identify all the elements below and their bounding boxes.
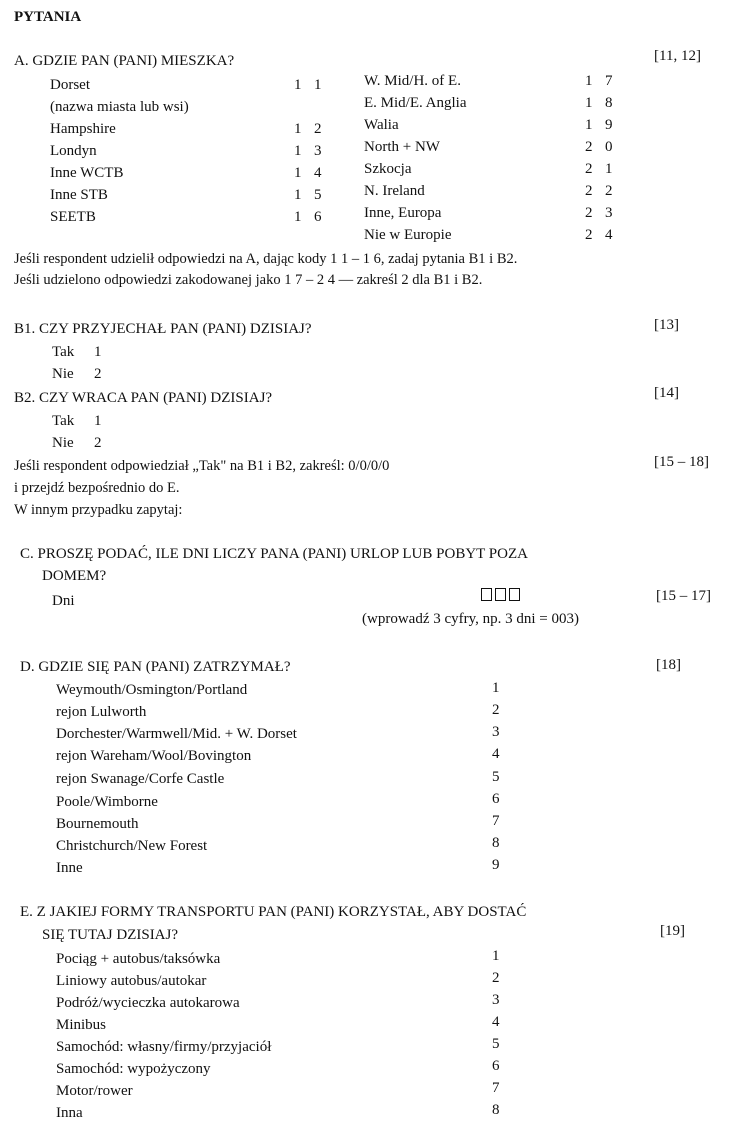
option-code: 4: [492, 1014, 500, 1030]
instruction-note: Jeśli udzielono odpowiedzi zakodowanej jako 1 7 – 2 4 — zakreśl 2 dla B1 i B2.: [14, 272, 483, 288]
option-code: 8: [492, 835, 500, 851]
instruction-note: Jeśli respondent udzielił odpowiedzi na A, dając kody 1 1 – 1 6, zadaj pytania B1 i B2.: [14, 251, 518, 267]
option-code: 6: [492, 791, 500, 807]
question-c-hint: (wprowadź 3 cyfry, np. 3 dni = 003): [362, 611, 580, 627]
option-label: Weymouth/Osmington/Portland: [56, 682, 248, 698]
option-label: Inne, Europa: [364, 205, 442, 221]
option-label: Szkocja: [364, 161, 412, 177]
option-code: 2: [492, 970, 500, 986]
option-label: W. Mid/H. of E.: [364, 73, 461, 89]
instruction-note: i przejdź bezpośrednio do E.: [14, 480, 180, 496]
option-label: Nie: [52, 366, 74, 382]
option-code: 3: [492, 724, 500, 740]
option-code: 2 3: [585, 205, 613, 221]
option-label: Poole/Wimborne: [56, 794, 158, 810]
option-label: Tak: [52, 344, 75, 360]
option-code: 1: [94, 413, 102, 429]
question-b2-ref: [14]: [654, 385, 679, 401]
question-b2: B2. CZY WRACA PAN (PANI) DZISIAJ?: [14, 390, 273, 406]
question-e-continued: SIĘ TUTAJ DZISIAJ?: [42, 927, 179, 943]
question-c: C. PROSZĘ PODAĆ, ILE DNI LICZY PANA (PANI) URLOP LUB POBYT POZA: [20, 546, 528, 562]
question-d: D. GDZIE SIĘ PAN (PANI) ZATRZYMAŁ?: [20, 659, 291, 675]
option-label: SEETB: [50, 209, 96, 225]
question-c-ref: [15 – 17]: [656, 588, 711, 604]
instruction-note: W innym przypadku zapytaj:: [14, 502, 183, 518]
option-code: 7: [492, 1080, 500, 1096]
option-label: (nazwa miasta lub wsi): [50, 99, 189, 115]
option-label: Liniowy autobus/autokar: [56, 973, 207, 989]
option-code: 1: [492, 680, 500, 696]
option-code: 2: [492, 702, 500, 718]
option-code: 2 1: [585, 161, 613, 177]
option-code: 1 8: [585, 95, 613, 111]
option-code: 7: [492, 813, 500, 829]
option-code: 5: [492, 1036, 500, 1052]
days-label: Dni: [52, 593, 75, 609]
option-label: Motor/rower: [56, 1083, 133, 1099]
question-c-continued: DOMEM?: [42, 568, 107, 584]
option-code: 2 2: [585, 183, 613, 199]
days-entry-boxes[interactable]: [481, 587, 523, 605]
question-e: E. Z JAKIEJ FORMY TRANSPORTU PAN (PANI) KORZYSTAŁ, ABY DOSTAĆ: [20, 904, 527, 920]
question-b1: B1. CZY PRZYJECHAŁ PAN (PANI) DZISIAJ?: [14, 321, 312, 337]
question-a: A. GDZIE PAN (PANI) MIESZKA?: [14, 53, 235, 69]
option-label: Pociąg + autobus/taksówka: [56, 951, 221, 967]
option-code: 1: [492, 948, 500, 964]
question-e-ref: [19]: [660, 923, 685, 939]
option-label: rejon Lulworth: [56, 704, 147, 720]
option-code: 8: [492, 1102, 500, 1118]
option-label: Christchurch/New Forest: [56, 838, 208, 854]
digit-box[interactable]: [495, 588, 506, 601]
option-label: Walia: [364, 117, 399, 133]
option-label: Samochód: własny/firmy/przyjaciół: [56, 1039, 272, 1055]
option-label: Dorchester/Warmwell/Mid. + W. Dorset: [56, 726, 297, 742]
option-label: Minibus: [56, 1017, 107, 1033]
option-code: 3: [492, 992, 500, 1008]
option-code: 5: [492, 769, 500, 785]
option-label: North + NW: [364, 139, 440, 155]
option-code: 6: [492, 1058, 500, 1074]
question-d-ref: [18]: [656, 657, 681, 673]
option-label: Londyn: [50, 143, 97, 159]
option-code: 2: [94, 366, 102, 382]
option-label: Nie: [52, 435, 74, 451]
digit-box[interactable]: [481, 588, 492, 601]
option-label: Hampshire: [50, 121, 116, 137]
option-code: 1 2: [294, 121, 322, 137]
option-code: 2 4: [585, 227, 613, 243]
option-code: 1 6: [294, 209, 322, 225]
option-label: Inna: [56, 1105, 83, 1121]
question-a-ref: [11, 12]: [654, 48, 701, 64]
option-label: N. Ireland: [364, 183, 425, 199]
option-label: rejon Wareham/Wool/Bovington: [56, 748, 252, 764]
option-code: 1 3: [294, 143, 322, 159]
option-label: Inne: [56, 860, 83, 876]
option-code: 2: [94, 435, 102, 451]
option-label: Inne WCTB: [50, 165, 124, 181]
option-code: 1: [94, 344, 102, 360]
instruction-ref: [15 – 18]: [654, 454, 709, 470]
option-label: rejon Swanage/Corfe Castle: [56, 771, 225, 787]
option-label: Dorset: [50, 77, 90, 93]
option-label: Podróż/wycieczka autokarowa: [56, 995, 240, 1011]
option-code: 9: [492, 857, 500, 873]
option-code: 1 1: [294, 77, 322, 93]
option-label: Inne STB: [50, 187, 108, 203]
option-code: 2 0: [585, 139, 613, 155]
option-code: 4: [492, 746, 500, 762]
option-code: 1 5: [294, 187, 322, 203]
option-code: 1 4: [294, 165, 322, 181]
option-code: 1 7: [585, 73, 613, 89]
page-title: PYTANIA: [14, 9, 82, 25]
option-label: Tak: [52, 413, 75, 429]
option-label: Bournemouth: [56, 816, 139, 832]
option-label: E. Mid/E. Anglia: [364, 95, 467, 111]
option-label: Samochód: wypożyczony: [56, 1061, 211, 1077]
question-b1-ref: [13]: [654, 317, 679, 333]
instruction-note: Jeśli respondent odpowiedział „Tak" na B1 i B2, zakreśl: 0/0/0/0: [14, 458, 390, 474]
option-code: 1 9: [585, 117, 613, 133]
digit-box[interactable]: [509, 588, 520, 601]
option-label: Nie w Europie: [364, 227, 452, 243]
